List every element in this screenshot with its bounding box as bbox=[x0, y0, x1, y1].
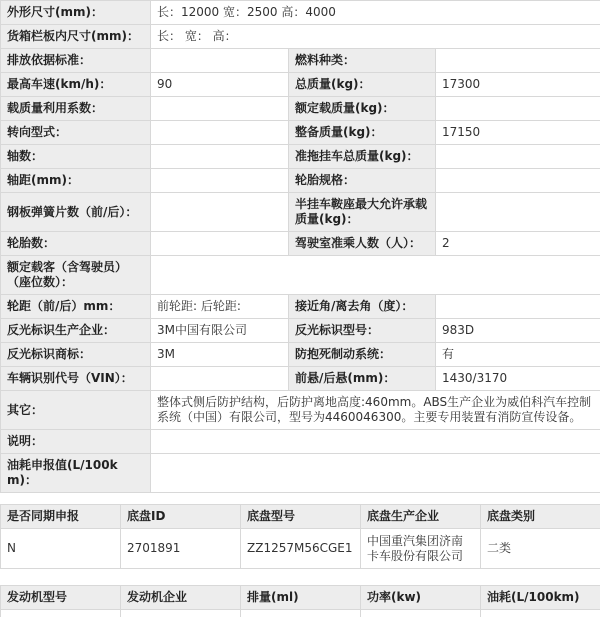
engine-header-cell: 发动机企业 bbox=[121, 586, 241, 610]
spec-value-cell bbox=[151, 430, 600, 454]
spec-row bbox=[1, 193, 600, 232]
engine-cell bbox=[481, 610, 600, 617]
spec-label-cell: 外形尺寸(mm)： bbox=[1, 1, 151, 25]
chassis-header-cell: 底盘型号 bbox=[241, 505, 361, 529]
engine-header-cell: 油耗(L/100km) bbox=[481, 586, 600, 610]
spec-row bbox=[1, 49, 600, 73]
spec-row bbox=[1, 25, 600, 49]
engine-cell bbox=[121, 610, 241, 617]
spec-value-cell: 3M bbox=[151, 343, 289, 367]
spec-value-cell: 983D bbox=[436, 319, 600, 343]
spec-label-cell: 驾驶室准乘人数（人）： bbox=[289, 232, 436, 256]
spec-label-cell: 转向型式： bbox=[1, 121, 151, 145]
spec-value-cell: 2 bbox=[436, 232, 600, 256]
engine-cell bbox=[1, 610, 121, 617]
spec-label-cell: 油耗申报值(L/100km)： bbox=[1, 454, 151, 493]
chassis-cell: 2701891 bbox=[121, 529, 241, 569]
spec-label-cell: 轮胎数： bbox=[1, 232, 151, 256]
chassis-header-cell: 是否同期申报 bbox=[1, 505, 121, 529]
spec-value-cell bbox=[436, 193, 600, 232]
spec-label-cell: 额定载质量(kg)： bbox=[289, 97, 436, 121]
engine-row bbox=[1, 610, 600, 617]
spec-row bbox=[1, 454, 600, 493]
spec-value-cell bbox=[151, 49, 289, 73]
spec-value-cell bbox=[151, 367, 289, 391]
spec-value-cell bbox=[151, 256, 600, 295]
spec-label-cell: 额定载客（含驾驶员）（座位数）： bbox=[1, 256, 151, 295]
spec-label-cell: 钢板弹簧片数（前/后）： bbox=[1, 193, 151, 232]
spec-label-cell: 最高车速(km/h)： bbox=[1, 73, 151, 97]
spec-value-cell bbox=[436, 97, 600, 121]
spec-label-cell: 反光标识生产企业： bbox=[1, 319, 151, 343]
spec-label-cell: 总质量(kg)： bbox=[289, 73, 436, 97]
spec-label-cell: 准拖挂车总质量(kg)： bbox=[289, 145, 436, 169]
spec-label-cell: 排放依据标准： bbox=[1, 49, 151, 73]
spec-row bbox=[1, 295, 600, 319]
spec-label-cell: 反光标识型号： bbox=[289, 319, 436, 343]
spec-label-cell: 半挂车鞍座最大允许承载质量(kg)： bbox=[289, 193, 436, 232]
spec-label-cell: 车辆识别代号（VIN）： bbox=[1, 367, 151, 391]
spec-row bbox=[1, 430, 600, 454]
engine-header-row bbox=[1, 586, 600, 610]
spec-value-cell bbox=[436, 169, 600, 193]
chassis-cell: 二类 bbox=[481, 529, 600, 569]
chassis-cell: N bbox=[1, 529, 121, 569]
spec-value-cell bbox=[151, 232, 289, 256]
spec-value-cell bbox=[436, 145, 600, 169]
spec-label-cell: 前悬/后悬(mm)： bbox=[289, 367, 436, 391]
spec-row bbox=[1, 169, 600, 193]
spec-value-cell: 长： 宽： 高： bbox=[151, 25, 600, 49]
spec-value-cell: 17150 bbox=[436, 121, 600, 145]
spec-label-cell: 防抱死制动系统： bbox=[289, 343, 436, 367]
spec-row bbox=[1, 343, 600, 367]
spec-value-cell bbox=[151, 193, 289, 232]
spec-value-cell: 3M中国有限公司 bbox=[151, 319, 289, 343]
spec-label-cell: 说明： bbox=[1, 430, 151, 454]
engine-header-cell: 功率(kw) bbox=[361, 586, 481, 610]
spec-row bbox=[1, 1, 600, 25]
chassis-cell: ZZ1257M56CGE1 bbox=[241, 529, 361, 569]
engine-table bbox=[0, 585, 600, 617]
spec-label-cell: 轮距（前/后）mm： bbox=[1, 295, 151, 319]
spec-value-cell: 长：12000 宽：2500 高：4000 bbox=[151, 1, 600, 25]
spec-label-cell: 载质量利用系数： bbox=[1, 97, 151, 121]
chassis-cell: 中国重汽集团济南卡车股份有限公司 bbox=[361, 529, 481, 569]
engine-cell bbox=[361, 610, 481, 617]
spec-value-cell bbox=[151, 145, 289, 169]
spec-value-cell: 整体式侧后防护结构，后防护离地高度:460mm。ABS生产企业为威伯科汽车控制系统（中国）有限公司，型号为4460046300。主要专用装置有消防宣传设备。 bbox=[151, 391, 600, 430]
spec-value-cell: 有 bbox=[436, 343, 600, 367]
spec-label-cell: 整备质量(kg)： bbox=[289, 121, 436, 145]
spec-row bbox=[1, 256, 600, 295]
spec-row bbox=[1, 97, 600, 121]
spec-label-cell: 反光标识商标： bbox=[1, 343, 151, 367]
spec-label-cell: 轴距(mm)： bbox=[1, 169, 151, 193]
spec-row bbox=[1, 232, 600, 256]
spec-value-cell bbox=[151, 169, 289, 193]
spec-label-cell: 轮胎规格： bbox=[289, 169, 436, 193]
spec-value-cell bbox=[151, 97, 289, 121]
spec-label-cell: 其它： bbox=[1, 391, 151, 430]
chassis-table bbox=[0, 504, 600, 569]
spec-label-cell: 货箱栏板内尺寸(mm)： bbox=[1, 25, 151, 49]
spec-value-cell: 前轮距: 后轮距: bbox=[151, 295, 289, 319]
chassis-header-cell: 底盘ID bbox=[121, 505, 241, 529]
spec-value-cell bbox=[151, 454, 600, 493]
spec-row bbox=[1, 121, 600, 145]
spec-value-cell: 17300 bbox=[436, 73, 600, 97]
chassis-header-row bbox=[1, 505, 600, 529]
spec-label-cell: 轴数： bbox=[1, 145, 151, 169]
engine-header-cell: 发动机型号 bbox=[1, 586, 121, 610]
spec-label-cell: 燃料种类： bbox=[289, 49, 436, 73]
spec-row bbox=[1, 391, 600, 430]
spec-value-cell bbox=[151, 121, 289, 145]
spec-row bbox=[1, 319, 600, 343]
chassis-header-cell: 底盘生产企业 bbox=[361, 505, 481, 529]
spec-value-cell: 90 bbox=[151, 73, 289, 97]
spec-value-cell bbox=[436, 49, 600, 73]
spec-row bbox=[1, 145, 600, 169]
chassis-header-cell: 底盘类别 bbox=[481, 505, 600, 529]
engine-header-cell: 排量(ml) bbox=[241, 586, 361, 610]
spec-row bbox=[1, 73, 600, 97]
spec-label-cell: 接近角/离去角（度）： bbox=[289, 295, 436, 319]
spec-value-cell: 1430/3170 bbox=[436, 367, 600, 391]
spec-value-cell bbox=[436, 295, 600, 319]
spec-row bbox=[1, 367, 600, 391]
chassis-row bbox=[1, 529, 600, 569]
engine-cell bbox=[241, 610, 361, 617]
